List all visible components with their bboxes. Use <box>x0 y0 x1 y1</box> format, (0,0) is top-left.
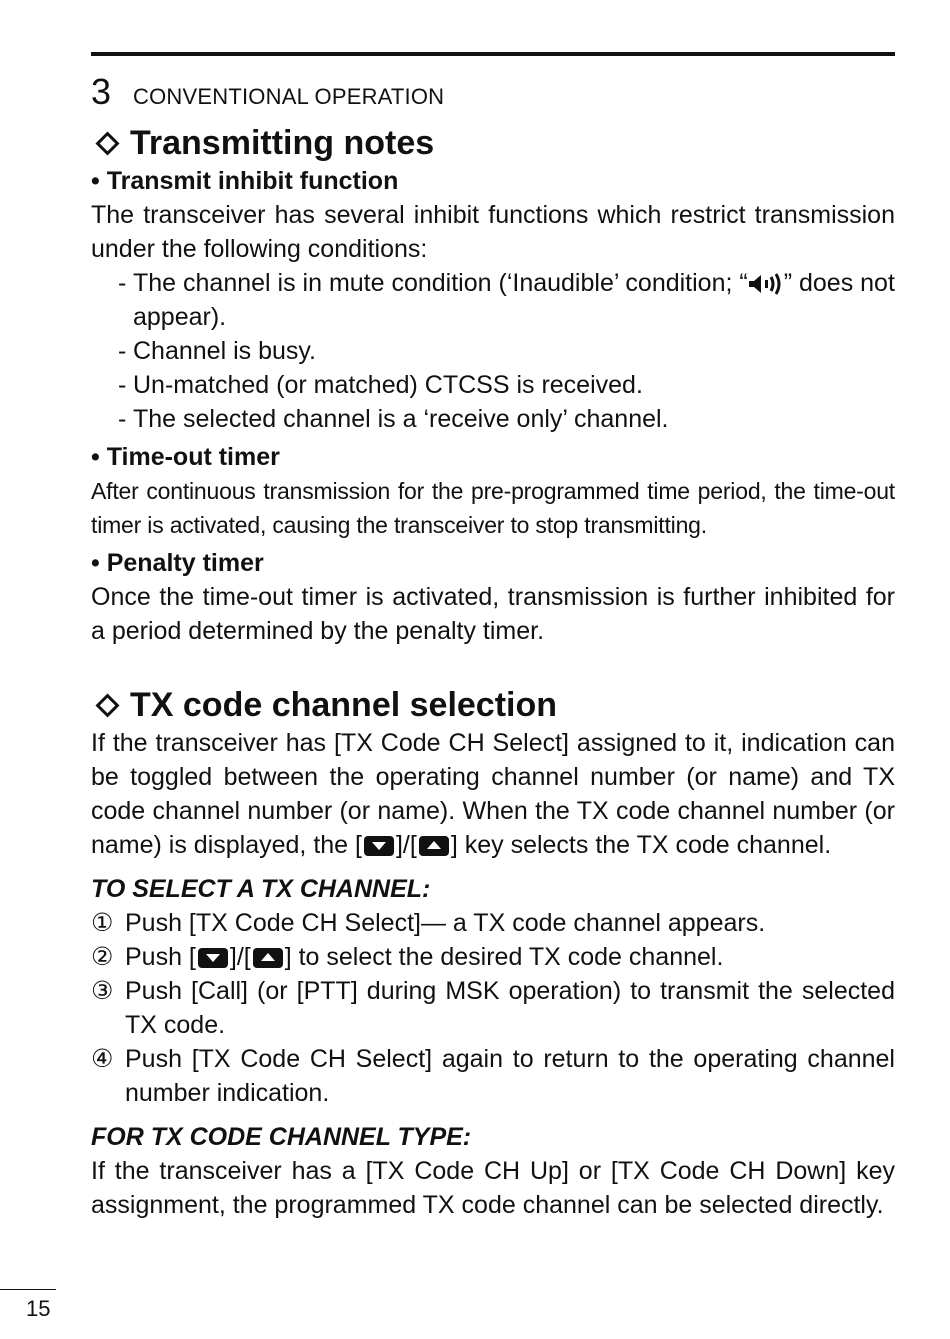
chapter-title: CONVENTIONAL OPERATION <box>133 84 445 109</box>
footer-rule <box>0 1289 56 1290</box>
up-key-icon <box>419 836 449 856</box>
inhibit-intro: The transceiver has several inhibit functions which restrict transmission under the following conditions: <box>91 201 895 263</box>
select-heading: TO SELECT A TX CHANNEL: <box>91 875 431 903</box>
diamond-icon <box>95 693 119 717</box>
section-heading-transmitting-notes <box>91 122 895 164</box>
down-key-icon <box>364 836 394 856</box>
subheading-penalty-timer: • Penalty timer <box>91 549 264 577</box>
section-title: Transmitting notes <box>130 124 435 162</box>
chapter-header <box>91 72 444 112</box>
section-heading-tx-code <box>91 684 895 726</box>
type-heading: FOR TX CODE CHANNEL TYPE: <box>91 1123 472 1151</box>
header-rule <box>91 52 895 56</box>
subheading-transmit-inhibit: • Transmit inhibit function <box>91 167 399 195</box>
diamond-icon <box>95 131 119 155</box>
speaker-icon <box>748 273 784 295</box>
up-key-icon <box>253 948 283 968</box>
page-number: 15 <box>26 1296 51 1321</box>
list-item: - The channel is in mute condition (‘Inaudible’ condition; “ ” does not appear). <box>118 269 895 331</box>
time-out-text: After continuous transmission for the pre-programmed time period, the time-out timer is activated, causing the transceiver to stop transmitting. <box>91 478 895 538</box>
condition-text: The channel is in mute condition (‘Inaudible’ condition; “ <box>133 269 748 297</box>
subheading-time-out-timer: • Time-out timer <box>91 443 280 471</box>
chapter-number: 3 <box>91 71 112 112</box>
type-text: If the transceiver has a [TX Code CH Up] or [TX Code CH Down] key assignment, the programmed TX code channel can be selected directly. <box>91 1157 895 1219</box>
down-key-icon <box>198 948 228 968</box>
condition-text-end: ” does not appear). <box>133 269 895 331</box>
inhibit-conditions-list <box>91 266 895 436</box>
penalty-text: Once the time-out timer is activated, transmission is further inhibited for a period determined by the penalty timer. <box>91 583 895 645</box>
page-content <box>91 122 895 1222</box>
select-steps <box>91 906 895 1110</box>
step-item: ① Push [TX Code CH Select]— a TX code channel appears. <box>91 909 766 937</box>
list-item: - Un-matched (or matched) CTCSS is received. <box>118 371 643 399</box>
step-item: ② Push [ ]/[ ] to select the desired TX code channel. <box>91 943 724 971</box>
list-item: - The selected channel is a ‘receive only’ channel. <box>118 405 669 433</box>
tx-code-intro: If the transceiver has [TX Code CH Select] assigned to it, indication can be toggled between the operating channel number (or name) and TX code channel number (or name). When the TX code channel number (or name) is displayed, the [ ]/[ ] key selects the TX code channel. <box>91 729 895 859</box>
list-item: - Channel is busy. <box>118 337 316 365</box>
step-item: ④ Push [TX Code CH Select] again to return to the operating channel number indication. <box>91 1045 895 1107</box>
section-title: TX code channel selection <box>130 686 558 724</box>
step-item: ③ Push [Call] (or [PTT] during MSK operation) to transmit the selected TX code. <box>91 977 895 1039</box>
